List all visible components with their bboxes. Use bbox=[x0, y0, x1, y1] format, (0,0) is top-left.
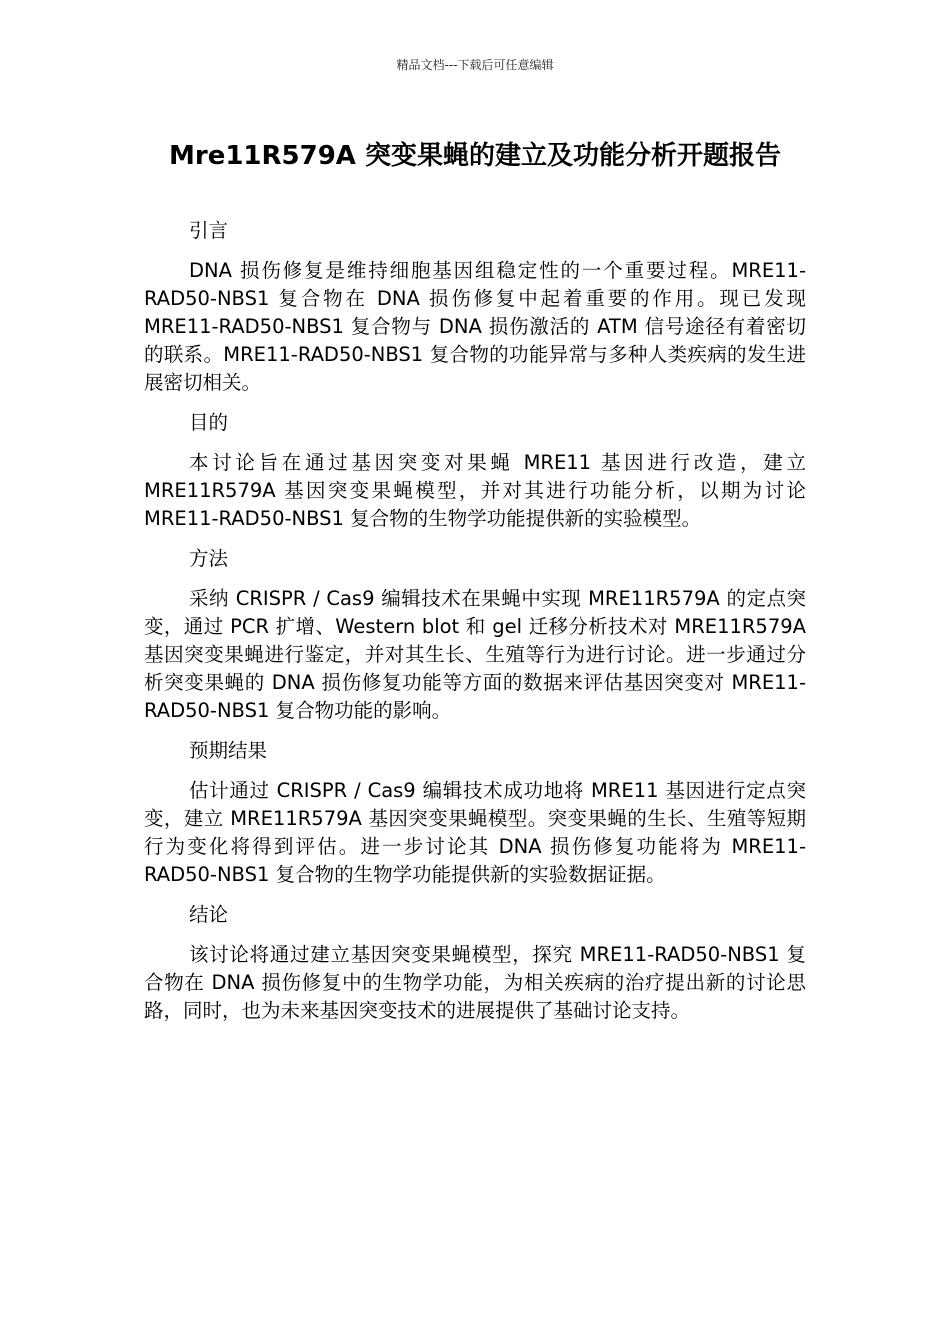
section-heading: 方法 bbox=[189, 547, 229, 570]
section-paragraph: 估计通过 CRISPR / Cas9 编辑技术成功地将 MRE11 基因进行定点突变，建立 MRE11R579A 基因突变果蝇模型。突变果蝇的生长、生殖等短期行为变化将得到评估。进一步讨论其 DNA 损伤修复功能将为 MRE11-RAD50-NBS1 复合物的生物学功能提供新的实验数据证据。 bbox=[144, 779, 806, 886]
section-heading: 目的 bbox=[189, 411, 229, 434]
section-expected-results bbox=[144, 737, 806, 889]
section-conclusion bbox=[144, 901, 806, 1025]
section-objective bbox=[144, 409, 806, 533]
section-heading: 结论 bbox=[189, 903, 229, 926]
section-paragraph: 本讨论旨在通过基因突变对果蝇 MRE11 基因进行改造，建立 MRE11R579A 基因突变果蝇模型，并对其进行功能分析，以期为讨论 MRE11-RAD50-NBS1 复合物的生物学功能提供新的实验模型。 bbox=[144, 451, 806, 530]
document-body bbox=[144, 217, 806, 1037]
section-heading: 预期结果 bbox=[189, 739, 268, 762]
section-introduction bbox=[144, 217, 806, 397]
page-header: 精品文档---下载后可任意编辑 bbox=[396, 58, 554, 72]
section-methods bbox=[144, 545, 806, 725]
section-paragraph: 该讨论将通过建立基因突变果蝇模型，探究 MRE11-RAD50-NBS1 复合物在 DNA 损伤修复中的生物学功能，为相关疾病的治疗提出新的讨论思路，同时，也为未来基因突变技术的进展提供了基础讨论支持。 bbox=[144, 943, 806, 1022]
section-heading: 引言 bbox=[189, 219, 229, 242]
section-paragraph: DNA 损伤修复是维持细胞基因组稳定性的一个重要过程。MRE11-RAD50-NBS1 复合物在 DNA 损伤修复中起着重要的作用。现已发现 MRE11-RAD50-NBS1 复合物与 DNA 损伤激活的 ATM 信号途径有着密切的联系。MRE11-RAD50-NBS1 复合物的功能异常与多种人类疾病的发生进展密切相关。 bbox=[144, 259, 806, 394]
document-title: Mre11R579A 突变果蝇的建立及功能分析开题报告 bbox=[169, 141, 781, 171]
section-paragraph: 采纳 CRISPR / Cas9 编辑技术在果蝇中实现 MRE11R579A 的定点突变，通过 PCR 扩增、Western blot 和 gel 迁移分析技术对 MRE11R579A 基因突变果蝇进行鉴定，并对其生长、生殖等行为进行讨论。进一步通过分析突变果蝇的 DNA 损伤修复功能等方面的数据来评估基因突变对 MRE11-RAD50-NBS1 复合物功能的影响。 bbox=[144, 587, 806, 722]
